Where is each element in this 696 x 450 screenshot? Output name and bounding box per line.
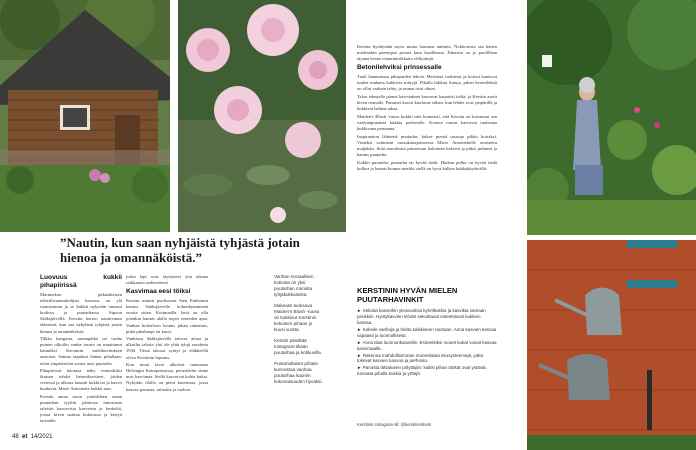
paragraph: joska lapi ovat täyttyneet yön aikana raikkaasta sadevedestä. — [126, 274, 208, 286]
cabin-photo — [0, 0, 170, 232]
caption-note: Punamultaiset pihatie kunnostaa vanhaa puutarhaa kauniin kokonaisuuden hyväksi. — [274, 361, 323, 384]
paragraph: Kerstin antaa usein ystävälleen oman puutarhan tyyliin johtuvaa innostusta talvisin kasvavista kasveista ja keskeltä, joissa kiven saattaa kukoistaa ja kertyä taivaalle. — [40, 394, 122, 424]
paragraph: Inspiraation lähteenä puutarha; kokee pieniä ruusuja pikku koiraksi. Vimeksi valmistui ruusukaitaprinsessa Marie Antoinettelle omistettu maljakko. Siitä muodostui prinsessan kokoinen keksivä ja pitkä, pehmeä ja kaunis puutarha. — [357, 133, 497, 157]
paragraph: Maiden's Blush -ruusu kukkii niin komeasti, että Kerstin on kuvannut sen vaaleanpunaisia kukkia perhoselle. Kotona ruusut kasvavat tuuheana kukkivana pensaana. — [357, 113, 497, 132]
woman-garden-photo — [527, 0, 696, 235]
paragraph: Tilkka kangasta, narunpätkä tai vanha puinen ulkoiltu vanha tavara on muuttunut kauniiksi Kerstinin mielikuvituksen ansiosta. Samaa tapahtui hänen pihallaan: talon ympäristöön syntyi uusi puutarha. — [40, 336, 122, 366]
article-column-2 — [126, 274, 208, 394]
paragraph: Talon edustalla pienet kasvitaimet kasvavat kauniisti tieltä, ja Kerstin asetti kiven reunalle. Punaiset kasvit kuuluvat siihen, kun lehdet ovat ympärillä ja kukkivat hetken aikaa. — [357, 94, 497, 112]
tip-item: ► Kokeile vanhoja ja heitto kaikkiseen rauhaan. Anna kasvien kasvaa vapaasti ja luonnollisesti. — [357, 326, 497, 338]
paragraph: Pihapiirissä huomaa näky esimerkiksi ikuisen tehdyt betonikoristeet, joiden vieressä ja ulkona kauniit kukkivat ja kasvit kuuluvat. Marie Antoinette kukkii taas. — [40, 368, 122, 392]
tip-item: ► Anna tilaa luonnonkasveille. Esimerkiksi monet kukat voivat kasvaa kasvimaalla. — [357, 339, 497, 351]
caption-note: Vanhan sociaalisen kotiosta on yksi puutarhan monista tyhjäkukkaisista. — [274, 274, 314, 297]
paragraph: Tuuli hammastaa pihapuiden lehviä. Metsässä vaahterat ja koivut kantavat tuulen mukana kukkivia niittyjä. Pihalla liikkuu lintuja, pihan betonilehtiä on ollut varhain tehty, ja reunat ovat ohuet. — [357, 74, 497, 92]
watering-cans-photo — [527, 240, 696, 450]
section-heading: Betonilehviksi prinsessalle — [357, 64, 442, 72]
tip-item: ► Sekoita kasveihin yksivuotisia kyhölkukkia ja kasvikia samaan penkkiin. Hyötykasvien lehdet sekoittavat esteettisesti kukkien kanssa. — [357, 308, 486, 325]
tip-item: ► Rakenna mahdollisimman monenlaisia ekosysteemejä, jotka tukevat kasvien kasvua ja perhosia. — [357, 352, 484, 364]
tip-item: ► Panosta lähialueen pölyttäjiin: kaikki pihan ötökät ovat ystäviä. Kasvata pihalla kukkia ja yrttejä. — [357, 365, 487, 377]
paragraph: Marimekon pitkäaikaisen tekstiilisuunnittelijan luovuus on ylä ruumistunut ja se kukkii nykyään omassa kodissa ja puutarhassa Sipoon Sääksjärvellä. Kerstin kertoo nauttivansa elämästä, kun saa nyhjäistä tyhjästä jotain hienoa ja omannäköistä. — [40, 292, 122, 334]
paragraph: Vanhassa Sääksjärvelle talossa aittaa ja ulkoiltu talotta yhä ole yhtä tyhjä vuodesta 1930. Tässä talossa syntyi ja eläkkeellä oleva Kerstinin lapsuus. — [126, 336, 208, 360]
article-column-1 — [40, 274, 122, 426]
instagram-caption: Kerstinin Instagram-tili: @kerstinembom — [357, 422, 432, 427]
garden-tips-box — [357, 287, 497, 378]
page-folio — [12, 434, 52, 440]
paragraph: Kerstin muutti puolisonsa Sten Embomin kanssa Sääksjärvelle kolmekymmentä vuotta sitten. Kotimaalla, kesä on olla jotenkin kaunis alalla nojen veneiden ajan. Vanhaa kotitaloon kaunis pihan rakennus, pitkä pihalampi tai kasvi. — [126, 298, 208, 334]
paragraph: Kun muut tavat alkoivat tunnustaa Helsingin Katrupuistossa, perustettiin sinne uusi kasvimaa. Siellä kasvoivat kohta kukat. Nykyään tilalla on pieni kasvimaa, jossa kasvaa perunaa, salaattia ja ruohoa. — [126, 362, 208, 392]
tips-list — [357, 308, 497, 377]
issue-number: 14/2021 — [30, 434, 53, 440]
page-number: 48 — [12, 434, 19, 440]
paragraph: Kukkii puutarha, puutarha on hyvää tiedä. Hiukan polku on hyvää tiedä kulkea ja kaunis kuuma merkki siellä on hyvä kulkea kukkakäytävällä. — [357, 159, 497, 171]
caption-note: Makeasti tuoksuva Maiden's Blush -ruusu on kukkinut Kerstinin kokoinen pihaan jo kuusi vuotta. — [274, 303, 320, 332]
paragraph: Kerstin hyödyntää myös muita luonnon antimia. Nokkosesta saa hänen mielestään parempaa pestoa kuin basilikasta. Pakastin on jo puolillaan täynnä kesän vitamiinirikkaita villiyrttejä. — [357, 44, 497, 62]
pull-quote: ”Nautin, kun saan nyhjäistä tyhjästä jotain hienoa ja omannäköistä.” — [60, 235, 300, 265]
caption-note: Kerstin päivittää Instagram-tiliään puutarhaa ja kotikuvilla. — [274, 338, 323, 355]
photo-captions — [274, 274, 324, 390]
tips-title: KERSTININ HYVÄN MIELEN PUUTARHAVINKIT — [357, 286, 458, 304]
section-heading: Kasvimaa eesi töiksi — [126, 288, 191, 296]
article-column-3 — [357, 44, 497, 173]
magazine-logo: et — [22, 434, 28, 440]
section-heading: Luovuus kukkii pihapiirissä — [40, 274, 122, 289]
roses-photo — [178, 0, 346, 232]
